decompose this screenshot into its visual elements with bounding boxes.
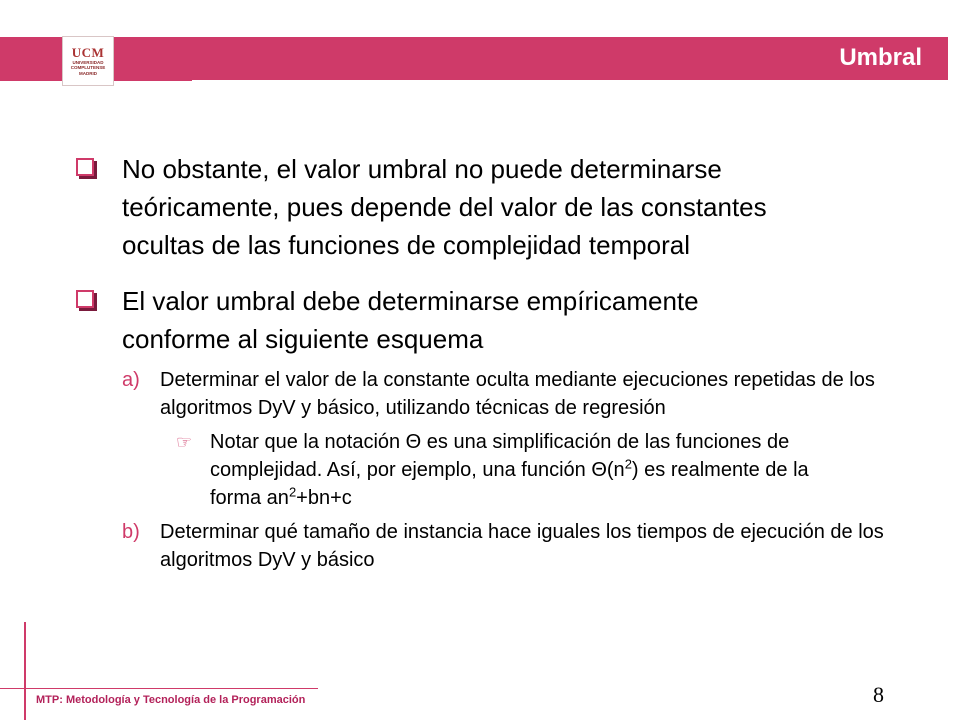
ucm-logo (62, 36, 114, 86)
checkbox-bullet-icon (76, 290, 94, 308)
note-text: Notar que la notación Θ es una simplificación de las funciones de complejidad. Así, por ejemplo, una función $\Theta(n^2)$ es realmente de la forma $an^2+bn+c$ (210, 431, 809, 509)
logo-mark: UCM (71, 45, 105, 61)
logo-line: UNIVERSIDAD (72, 60, 104, 66)
step-item (122, 518, 936, 574)
footer-vertical-rule (24, 622, 26, 720)
footer-course-name: MTP: Metodología y Tecnología de la Programación (36, 694, 306, 706)
bullet-item (76, 282, 936, 358)
page-number: 8 (873, 682, 884, 707)
step-text: Determinar qué tamaño de instancia hace iguales los tiempos de ejecución de los algoritmos DyV y básico (160, 521, 884, 571)
footer-horizontal-rule (0, 688, 318, 689)
bullet-item (76, 150, 936, 264)
step-letter: a) (122, 369, 140, 391)
note-item (176, 428, 936, 512)
step-item (122, 366, 936, 422)
step-letter: b) (122, 521, 140, 543)
pointing-hand-icon: ☞ (176, 432, 193, 452)
header-bar (0, 37, 948, 81)
checkbox-bullet-icon (76, 158, 94, 176)
logo-line: MADRID (79, 70, 97, 76)
step-text: Determinar el valor de la constante oculta mediante ejecuciones repetidas de los algoritmos DyV y básico, utilizando técnicas de regresión (160, 369, 875, 419)
header-underline (192, 80, 948, 84)
slide-content (76, 150, 936, 574)
bullet-text: No obstante, el valor umbral no puede determinarse teóricamente, pues depende del valor de las constantes ocultas de las funciones de complejidad temporal (122, 154, 767, 260)
slide-title: Umbral (839, 44, 922, 71)
logo-line: COMPLUTENSE (70, 65, 106, 71)
bullet-text: El valor umbral debe determinarse empíricamente conforme al siguiente esquema (122, 286, 699, 354)
